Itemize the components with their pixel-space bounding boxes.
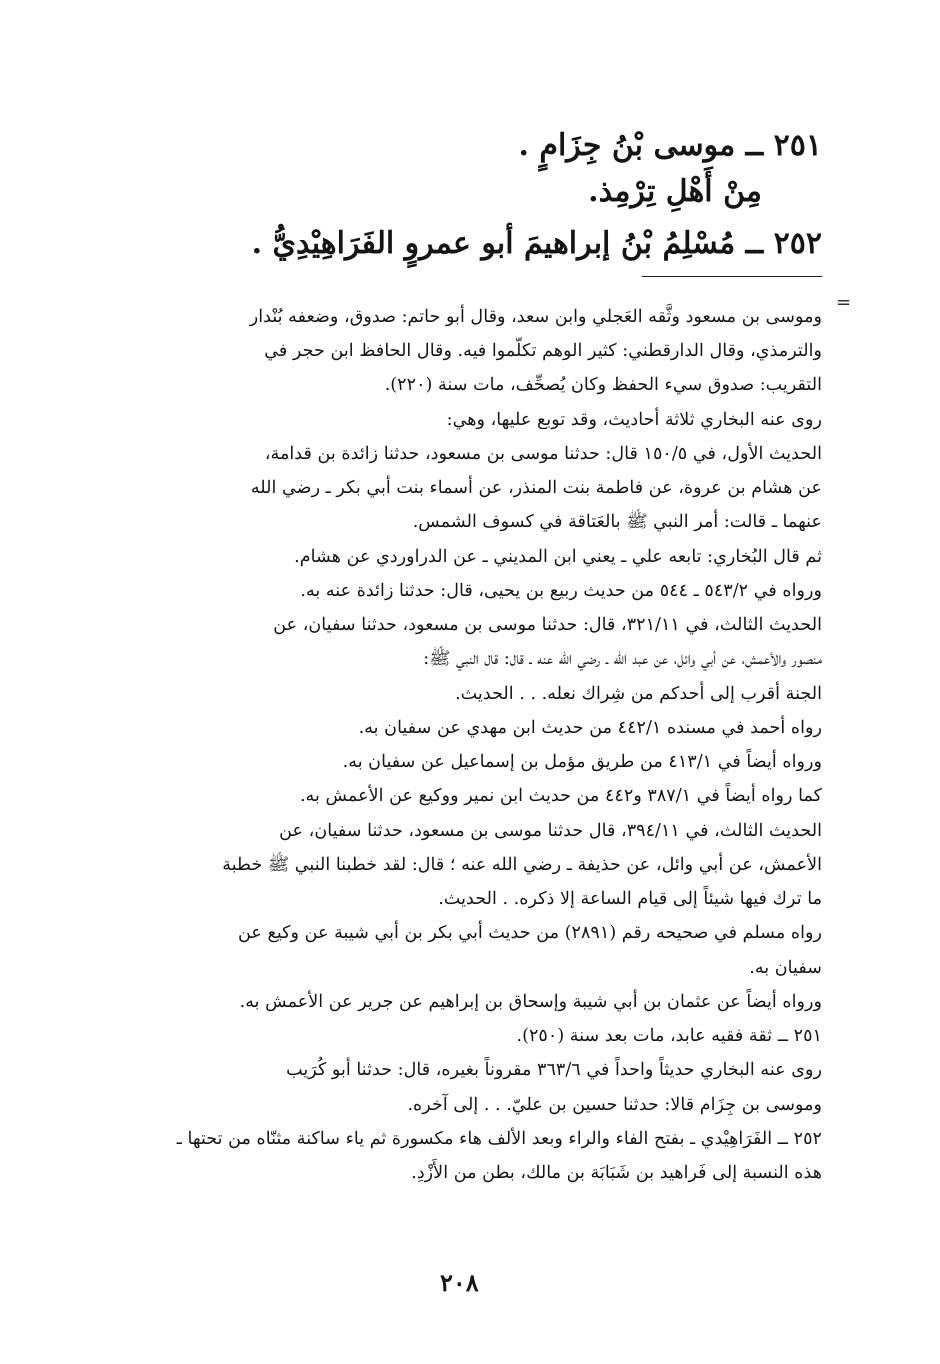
note-line: ثم قال البُخاري: تابعه علي ـ يعني ابن المديني ـ عن الدراوردي عن هشام. bbox=[294, 547, 822, 567]
note-line: رواه مسلم في صحيحه رقم (٢٨٩١) من حديث أبي بكر بن أبي شيبة عن وكيع عن bbox=[237, 923, 822, 943]
note-line: الجنة أقرب إلى أحدكم من شِراك نعله. . . الحديث. bbox=[455, 684, 822, 704]
footnote-separator bbox=[642, 276, 822, 277]
entry-252-title: ٢٥٢ ــ مُسْلِمُ بْنُ إبراهيمَ أبو عمروٍ الفَرَاهِيْدِيُّ . bbox=[251, 226, 822, 261]
note-line: كما رواه أيضاً في ٣٨٧/١ و٤٤٢ من حديث ابن نمير ووكيع عن الأعمش به. bbox=[299, 786, 822, 806]
note-line: منصور والأعمش، عن أبي وائل، عن عبد الله ـ رضي الله عنه ـ قال: قال النبي ﷺ: bbox=[423, 649, 822, 669]
note-line: عنهما ـ قالت: أمر النبي ﷺ بالعَتاقة في كسوف الشمس. bbox=[412, 512, 822, 532]
entry-251-origin: مِنْ أَهْلِ تِرْمِذ. bbox=[588, 174, 762, 209]
note-line: ٢٥١ ــ ثقة فقيه عابد، مات بعد سنة (٢٥٠). bbox=[516, 1026, 822, 1046]
note-line: ٢٥٢ ــ الفَرَاهِيْدي ـ بفتح الفاء والراء وبعد الألف هاء مكسورة ثم ياء ساكنة مثنّاه من تحتها ـ bbox=[176, 1129, 822, 1149]
note-line: والترمذي، وقال الدارقطني: كثير الوهم تكلّموا فيه. وقال الحافظ ابن حجر في bbox=[264, 341, 822, 361]
continuation-mark: = bbox=[836, 292, 852, 313]
note-line: سفيان به. bbox=[749, 958, 822, 978]
note-line: رواه أحمد في مسنده ٤٤٢/١ من حديث ابن مهدي عن سفيان به. bbox=[358, 718, 822, 738]
note-line: الأعمش، عن أبي وائل، عن حذيفة ـ رضي الله عنه ؛ قال: لقد خطبنا النبي ﷺ خطبة bbox=[222, 855, 822, 875]
note-line: الحديث الأول، في ١٥٠/٥ قال: حدثنا موسى بن مسعود، حدثنا زائدة بن قدامة، bbox=[264, 444, 822, 464]
note-line: وموسى بن جِزَام قالا: حدثنا حسين بن عليّ. . . إلى آخره. bbox=[407, 1095, 822, 1115]
note-line: ورواه أيضاً عن عثمان بن أبي شيبة وإسحاق بن إبراهيم عن جرير عن الأعمش به. bbox=[239, 992, 822, 1012]
entry-251-title: ٢٥١ ــ موسى بْنُ جِزَامٍ . bbox=[518, 128, 822, 163]
note-line: ما ترك فيها شيئاً إلى قيام الساعة إلا ذكره. . الحديث. bbox=[438, 889, 822, 909]
note-line: وموسى بن مسعود وثَّقه العَجلي وابن سعد، وقال أبو حاتم: صدوق، وضعفه بُنْدار bbox=[249, 307, 822, 327]
note-line: التقريب: صدوق سيء الحفظ وكان يُصحِّف، مات سنة (٢٢٠). bbox=[384, 375, 822, 395]
note-line: روى عنه البخاري ثلاثة أحاديث، وقد توبع عليها، وهي: bbox=[446, 410, 822, 430]
note-line: عن هشام بن عروة، عن فاطمة بنت المنذر، عن أسماء بنت أبي بكر ـ رضي الله bbox=[250, 478, 822, 498]
note-line: روى عنه البخاري حديثاً واحداً في ٣٦٣/٦ مقروناً بغيره، قال: حدثنا أبو كُرَيب bbox=[286, 1060, 822, 1080]
note-line: الحديث الثالث، في ٣٢١/١١، قال: حدثنا موسى بن مسعود، حدثنا سفيان، عن bbox=[273, 615, 822, 635]
page-number: ٢٠٨ bbox=[440, 1268, 479, 1297]
note-line: ورواه أيضاً في ٤١٣/١ من طريق مؤمل بن إسماعيل عن سفيان به. bbox=[342, 752, 822, 772]
note-line: هذه النسبة إلى فَراهيد بن شَبَابَة بن مالك، بطن من الأَزْدِ. bbox=[411, 1163, 822, 1183]
note-line: ورواه في ٥٤٣/٢ ـ ٥٤٤ من حديث ربيع بن يحيى، قال: حدثنا زائدة عنه به. bbox=[300, 581, 822, 601]
note-line: الحديث الثالث، في ٣٩٤/١١، قال حدثنا موسى بن مسعود، حدثنا سفيان، عن bbox=[279, 821, 822, 841]
